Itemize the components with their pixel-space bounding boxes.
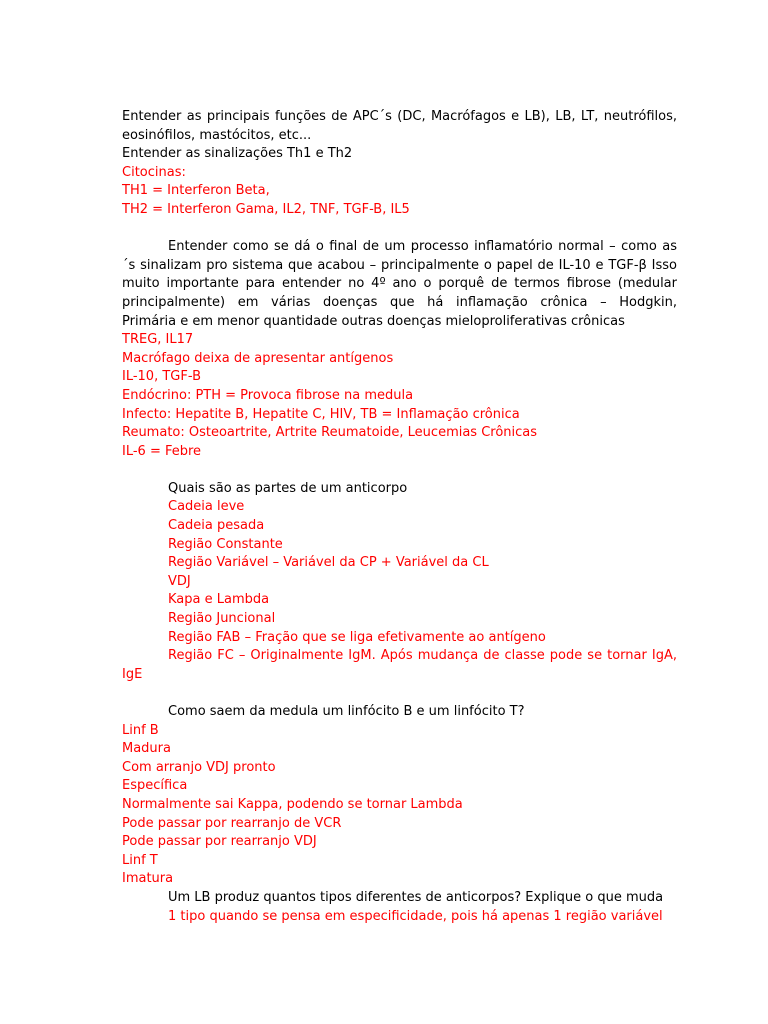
anticorpo-part: Região Constante — [168, 536, 283, 552]
medula-answer: Linf B — [122, 722, 159, 738]
answer-line: Endócrino: PTH = Provoca fibrose na medula — [122, 387, 414, 403]
anticorpo-part: Região FC – Originalmente IgM. Após mudança de classe pode se tornar IgA, — [168, 648, 677, 664]
anticorpo-part-continuation: IgE — [122, 666, 143, 682]
medula-question: Como saem da medula um linfócito B e um linfócito T? — [168, 704, 525, 719]
blank-line — [122, 461, 677, 480]
lb-question: Um LB produz quantos tipos diferentes de anticorpos? Explique o que muda — [168, 889, 664, 905]
answer-line: IL-6 = Febre — [122, 443, 202, 459]
intro-line-3: Entender as sinalizações Th1 e Th2 — [122, 146, 353, 162]
blank-line — [122, 684, 677, 703]
anticorpo-part: VDJ — [168, 573, 191, 589]
anticorpo-part: Região Variável – Variável da CP + Variável da CL — [168, 555, 489, 571]
medula-answer: Imatura — [122, 871, 174, 887]
blank-line — [122, 220, 677, 239]
answer-line: IL-10, TGF-B — [122, 369, 201, 385]
citocinas-th2: TH2 = Interferon Gama, IL2, TNF, TGF-B, IL5 — [122, 201, 410, 217]
anticorpo-part: Região FAB – Fração que se liga efetivamente ao antígeno — [168, 629, 546, 645]
lb-answer: 1 tipo quando se pensa em especificidade, pois há apenas 1 região variável — [168, 908, 663, 924]
intro-line-2: eosinófilos, mastócitos, etc... — [122, 127, 312, 143]
medula-answer: Pode passar por rearranjo VDJ — [122, 834, 317, 850]
inflam-line-3: muito importante para entender no 4º ano o porquê de termos fibrose (medular — [122, 276, 677, 292]
anticorpo-part: Cadeia leve — [168, 499, 245, 515]
medula-answer: Pode passar por rearranjo de VCR — [122, 815, 342, 831]
medula-answer: Com arranjo VDJ pronto — [122, 759, 276, 775]
inflam-line-5: Primária e em menor quantidade outras doenças mieloproliferativas crônicas — [122, 313, 625, 329]
medula-answer: Normalmente sai Kappa, podendo se tornar Lambda — [122, 796, 463, 812]
anticorpo-part: Cadeia pesada — [168, 518, 265, 534]
inflam-line-1: Entender como se dá o final de um processo inflamatório normal – como as — [168, 239, 677, 255]
anticorpo-part: Região Juncional — [168, 611, 276, 627]
medula-answer: Específica — [122, 778, 188, 794]
citocinas-th1: TH1 = Interferon Beta, — [122, 183, 270, 199]
answer-line: TREG, IL17 — [122, 332, 194, 348]
document-body — [122, 108, 677, 926]
citocinas-title: Citocinas: — [122, 164, 186, 180]
intro-line-1: Entender as principais funções de APC´s (DC, Macrófagos e LB), LB, LT, neutrófilos, — [122, 109, 677, 124]
inflam-line-2: ´s sinalizam pro sistema que acabou – principalmente o papel de IL-10 e TGF-β Isso — [122, 257, 677, 273]
medula-answer: Madura — [122, 741, 171, 757]
anticorpo-question: Quais são as partes de um anticorpo — [168, 480, 408, 496]
answer-line: Infecto: Hepatite B, Hepatite C, HIV, TB = Inflamação crônica — [122, 406, 520, 422]
answer-line: Macrófago deixa de apresentar antígenos — [122, 350, 394, 366]
inflam-line-4: principalmente) em várias doenças que há inflamação crônica – Hodgkin, — [122, 294, 677, 310]
anticorpo-part: Kapa e Lambda — [168, 592, 270, 608]
medula-answer: Linf T — [122, 852, 158, 868]
answer-line: Reumato: Osteoartrite, Artrite Reumatoide, Leucemias Crônicas — [122, 425, 538, 441]
